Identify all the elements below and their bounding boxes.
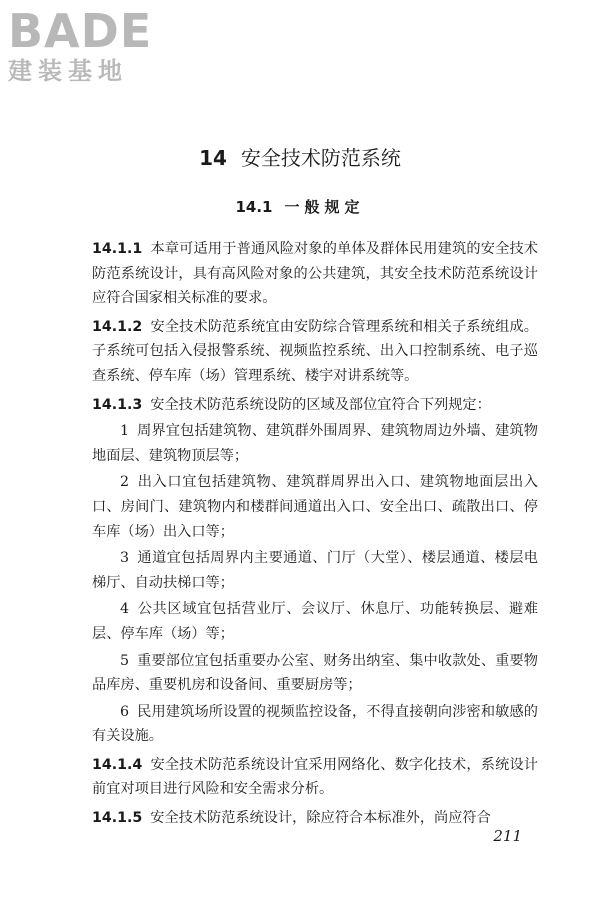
item-text: 周界宜包括建筑物、建筑群外围周界、建筑物周边外墙、建筑物地面层、建筑物顶层等； (92, 423, 538, 464)
item-text: 民用建筑场所设置的视频监控设备，不得直接朝向涉密和敏感的有关设施。 (92, 703, 538, 745)
clause-14-1-5 (92, 806, 538, 831)
item-number: 2 (120, 474, 130, 491)
clause-text: 安全技术防范系统设计宜采用网络化、数字化技术，系统设计前宜对项目进行风险和安全需求分析。 (92, 756, 538, 798)
clause-number: 14.1.1 (92, 241, 143, 257)
clause-number: 14.1.5 (92, 810, 143, 827)
list-item (92, 700, 538, 749)
section-heading (0, 196, 600, 218)
list-item (92, 649, 538, 698)
chapter-title: 安全技术防范系统 (240, 146, 401, 170)
clause-number: 14.1.4 (92, 756, 143, 773)
item-number: 1 (120, 423, 130, 440)
chapter-heading (0, 144, 600, 172)
item-number: 3 (120, 550, 130, 567)
section-title: 一般规定 (284, 198, 365, 216)
item-text: 出入口宜包括建筑物、建筑群周界出入口、建筑物地面层出入口、房间门、建筑物内和楼群间通道出入口、安全出口、疏散出口、停车库（场）出入口等； (92, 474, 538, 540)
item-number: 4 (120, 601, 130, 618)
list-item (92, 419, 538, 468)
logo-wordmark: BADE (8, 4, 153, 58)
body-text (92, 233, 538, 831)
item-number: 6 (120, 703, 130, 720)
item-number: 5 (120, 652, 130, 669)
clause-14-1-3 (92, 393, 538, 418)
clause-text: 安全技术防范系统设计，除应符合本标准外，尚应符合 (150, 810, 491, 827)
chapter-number: 14 (199, 146, 227, 170)
watermark-logo (8, 6, 178, 86)
list-item (92, 546, 538, 595)
clause-14-1-1 (92, 237, 538, 311)
item-text: 公共区域宜包括营业厅、会议厅、休息厅、功能转换层、避难层、停车库（场）等； (92, 601, 538, 642)
list-item (92, 470, 538, 544)
list-item (92, 597, 538, 646)
section-number: 14.1 (235, 198, 273, 216)
clause-text: 安全技术防范系统设防的区域及部位宜符合下列规定： (150, 396, 491, 413)
logo-subtitle: 建装基地 (8, 57, 128, 85)
item-text: 重要部位宜包括重要办公室、财务出纳室、集中收款处、重要物品库房、重要机房和设备间、重要厨房等； (92, 652, 538, 694)
clause-text: 安全技术防范系统宜由安防综合管理系统和相关子系统组成。子系统可包括入侵报警系统、视频监控系统、出入口控制系统、电子巡查系统、停车库（场）管理系统、楼宇对讲系统等。 (92, 318, 538, 384)
clause-14-1-4 (92, 753, 538, 802)
item-text: 通道宜包括周界内主要通道、门厅（大堂）、楼层通道、楼层电梯厅、自动扶梯口等； (92, 550, 538, 591)
clause-number: 14.1.2 (92, 318, 143, 335)
clause-14-1-2 (92, 315, 538, 389)
clause-text: 本章可适用于普通风险对象的单体及群体民用建筑的安全技术防范系统设计，具有高风险对象的公共建筑，其安全技术防范系统设计应符合国家相关标准的要求。 (92, 241, 538, 307)
clause-number: 14.1.3 (92, 396, 143, 413)
page-number: 211 (493, 827, 522, 845)
